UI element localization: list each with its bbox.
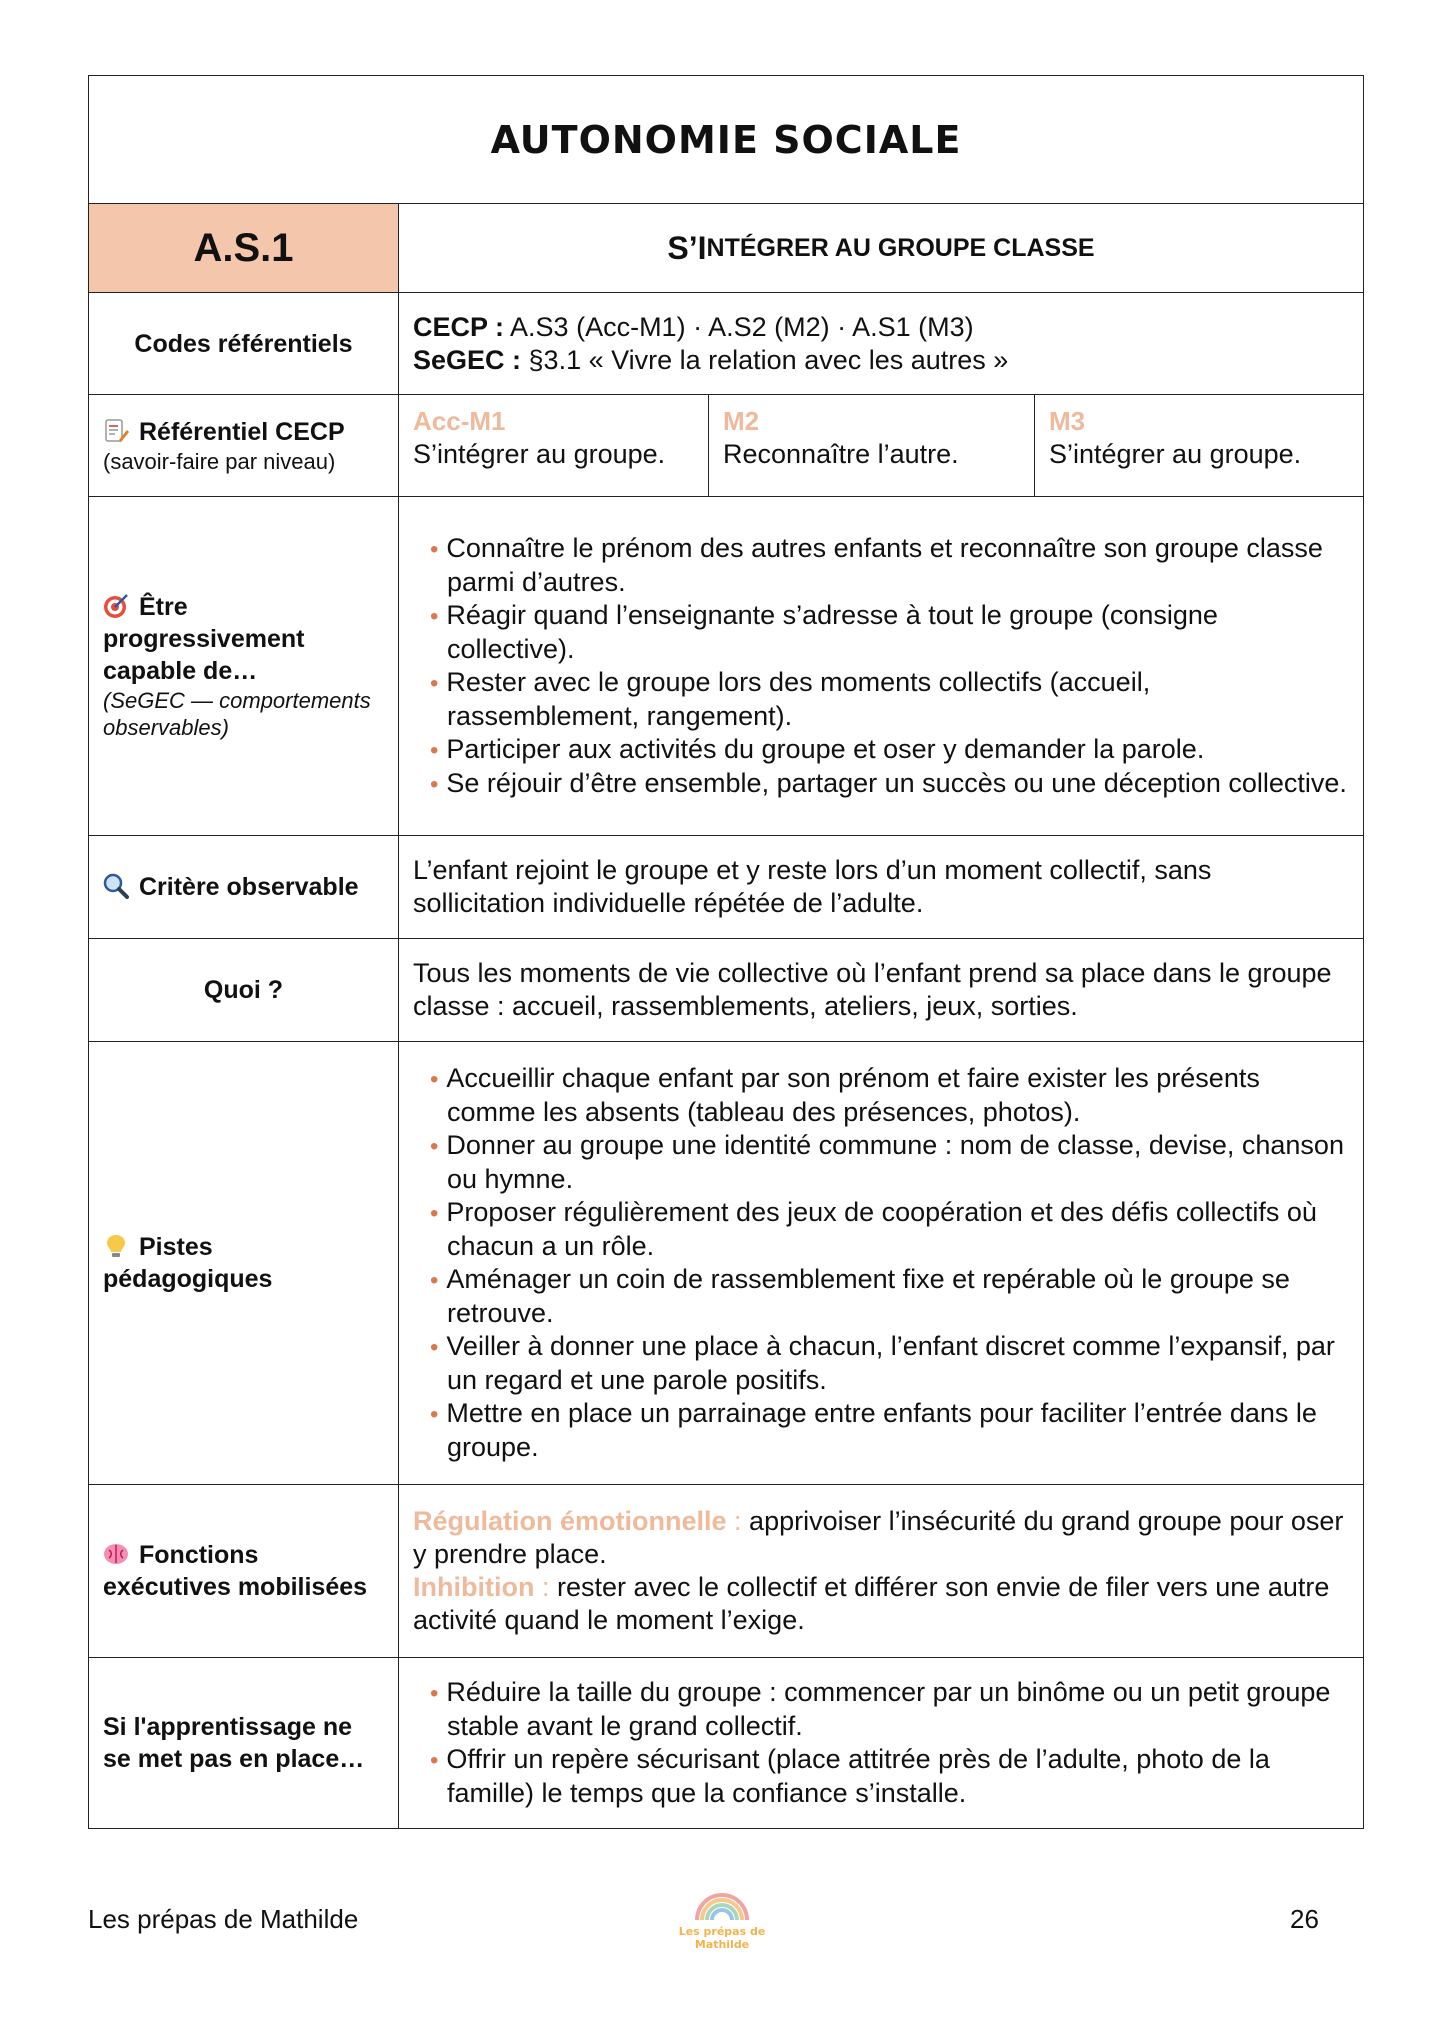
- list-item: • Rester avec le groupe lors des moments collectifs (accueil, rassemblement, rangement).: [430, 666, 1151, 731]
- referentiel-label-text: Référentiel CECP: [139, 418, 345, 446]
- quoi-row: [89, 939, 1363, 1042]
- level-m2: [709, 395, 1035, 496]
- fonction-item: Inhibition : rester avec le collectif et différer son envie de filer vers une autre activité quand le moment l’exige.: [413, 1572, 1330, 1635]
- quoi-value: Tous les moments de vie collective où l’enfant prend sa place dans le groupe classe : accueil, rassemblements, ateliers, jeux, sorties.: [413, 958, 1332, 1021]
- pistes-list: [413, 1062, 1349, 1464]
- remediation-row: [89, 1658, 1363, 1828]
- target-icon: [103, 593, 129, 619]
- pistes-label: [103, 1231, 384, 1295]
- codes-row: [89, 293, 1363, 395]
- lightbulb-icon: [103, 1233, 129, 1259]
- etre-sub: (SeGEC — comportements observables): [103, 688, 371, 740]
- magnifier-icon: [103, 873, 129, 899]
- level-name: Acc-M1: [413, 406, 506, 436]
- pistes-label-text: Pistes pédagogiques: [103, 1233, 273, 1293]
- level-name: M2: [723, 406, 760, 436]
- levels: [399, 395, 1363, 496]
- title-row: [89, 76, 1363, 204]
- etre-label-text: Être progressivement capable de…: [103, 593, 305, 685]
- referentiel-label: [103, 416, 384, 448]
- pistes-list-cell: [399, 1042, 1363, 1484]
- list-item: • Se réjouir d’être ensemble, partager un succès ou une déception collective.: [430, 767, 1347, 798]
- fonctions-row: [89, 1485, 1363, 1658]
- fonctions-label-text: Fonctions exécutives mobilisées: [103, 1541, 368, 1601]
- fonctions-label: [103, 1539, 384, 1603]
- list-item: • Réduire la taille du groupe : commencer par un binôme ou un petit groupe stable avant le grand collectif.: [430, 1677, 1331, 1741]
- referentiel-row: [89, 395, 1363, 497]
- critere-label-cell: [89, 836, 399, 938]
- list-item: • Mettre en place un parrainage entre enfants pour faciliter l’entrée dans le groupe.: [430, 1398, 1317, 1462]
- list-item: • Participer aux activités du groupe et oser y demander la parole.: [430, 733, 1205, 764]
- page-title: AUTONOMIE SOCIALE: [490, 117, 962, 162]
- etre-list-cell: [399, 497, 1363, 835]
- level-m3: [1035, 395, 1363, 496]
- list-item: • Connaître le prénom des autres enfants et reconnaître son groupe classe parmi d’autres.: [430, 532, 1323, 597]
- pistes-row: [89, 1042, 1363, 1485]
- critere-value: L’enfant rejoint le groupe et y reste lors d’un moment collectif, sans sollicitation individuelle répétée de l’adulte.: [413, 855, 1212, 918]
- cecp-value: A.S3 (Acc-M1) · A.S2 (M2) · A.S1 (M3): [504, 311, 974, 342]
- etre-row: [89, 497, 1363, 836]
- list-item: • Aménager un coin de rassemblement fixe et repérable où le groupe se retrouve.: [430, 1264, 1290, 1328]
- critere-label: [103, 871, 384, 903]
- list-item: • Offrir un repère sécurisant (place attitrée près de l’adulte, photo de la famille) le temps que la confiance s’installe.: [430, 1744, 1270, 1808]
- level-name: M3: [1049, 406, 1086, 436]
- skill-title-rest: NTÉGRER AU GROUPE CLASSE: [706, 233, 1095, 262]
- remediation-label: Si l'apprentissage ne se met pas en place…: [89, 1658, 399, 1828]
- critere-row: [89, 836, 1363, 939]
- segec-label: SeGEC :: [413, 344, 522, 375]
- etre-label-cell: [89, 497, 399, 835]
- rainbow-logo: [672, 1880, 772, 1960]
- level-acc-m1: [399, 395, 709, 496]
- list-item: • Réagir quand l’enseignante s’adresse à tout le groupe (consigne collective).: [430, 599, 1218, 664]
- fonctions-label-cell: [89, 1485, 399, 1657]
- list-item: • Proposer régulièrement des jeux de coopération et des défis collectifs où chacun a un rôle.: [430, 1197, 1317, 1261]
- segec-value: §3.1 « Vivre la relation avec les autres »: [521, 344, 1009, 375]
- skill-header-row: [89, 204, 1363, 293]
- segec-line: [413, 344, 1349, 377]
- codes-value: [399, 293, 1363, 394]
- critere-label-text: Critère observable: [139, 873, 359, 901]
- page-number: 26: [1290, 1904, 1319, 1934]
- logo-text-line1: Les prépas de: [678, 1925, 766, 1938]
- codes-label: Codes référentiels: [89, 293, 399, 394]
- rainbow-icon: [672, 1880, 772, 1960]
- logo-text-line2: Mathilde: [694, 1938, 750, 1951]
- list-item: • Donner au groupe une identité commune : nom de classe, devise, chanson ou hymne.: [430, 1130, 1344, 1194]
- pistes-label-cell: [89, 1042, 399, 1484]
- level-text: Reconnaître l’autre.: [723, 439, 959, 469]
- memo-pencil-icon: [103, 418, 129, 444]
- footer-author: Les prépas de Mathilde: [88, 1904, 359, 1934]
- fonctions-value: [399, 1485, 1363, 1657]
- cecp-line: [413, 311, 1349, 344]
- level-text: S’intégrer au groupe.: [1049, 439, 1302, 469]
- competence-table: [88, 75, 1364, 1829]
- referentiel-label-cell: [89, 395, 399, 496]
- remediation-list: [413, 1676, 1349, 1810]
- remediation-list-cell: [399, 1658, 1363, 1828]
- fonction-item: Régulation émotionnelle : apprivoiser l’insécurité du grand groupe pour oser y prendre place.: [413, 1506, 1344, 1569]
- quoi-label: Quoi ?: [89, 939, 399, 1041]
- etre-label: [103, 591, 384, 687]
- list-item: • Veiller à donner une place à chacun, l’enfant discret comme l’expansif, par un regard et une parole positifs.: [430, 1331, 1335, 1395]
- skill-code: A.S.1: [89, 204, 399, 292]
- level-text: S’intégrer au groupe.: [413, 439, 666, 469]
- list-item: • Accueillir chaque enfant par son prénom et faire exister les présents comme les absents (tableau des présences, photos).: [430, 1063, 1260, 1127]
- brain-icon: [103, 1541, 129, 1567]
- etre-list: [413, 532, 1349, 801]
- cecp-label: CECP :: [413, 311, 505, 342]
- skill-title-initial: S’I: [667, 229, 707, 266]
- referentiel-sub: (savoir-faire par niveau): [103, 449, 336, 474]
- skill-title: [399, 204, 1363, 292]
